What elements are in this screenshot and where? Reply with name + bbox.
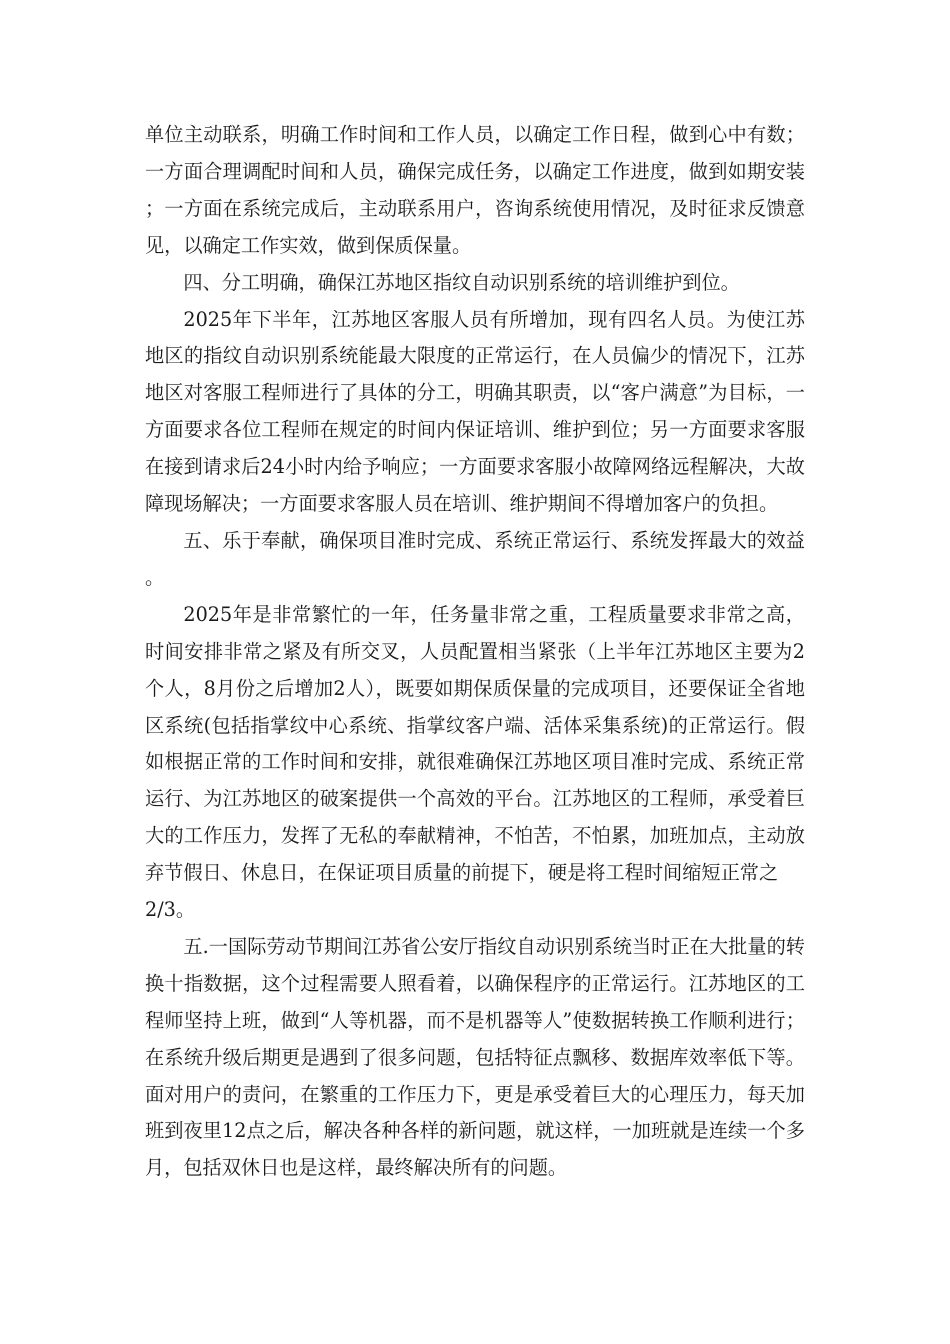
paragraph-1: 单位主动联系，明确工作时间和工作人员，以确定工作日程，做到心中有数；一方面合理调配时间和人员，确保完成任务，以确定工作进度，做到如期安装；一方面在系统完成后，主动联系用户，咨询系统使用情况，及时征求反馈意见，以确定工作实效，做到保质保量。 <box>145 123 805 257</box>
section-heading-5: 五、乐于奉献，确保项目准时完成、系统正常运行、系统发挥最大的效益。 <box>145 528 805 589</box>
section-heading-4: 四、分工明确，确保江苏地区指纹自动识别系统的培训维护到位。 <box>183 270 740 294</box>
paragraph-2: 2025年下半年，江苏地区客服人员有所增加，现有四名人员。为使江苏地区的指纹自动识别系统能最大限度的正常运行，在人员偏少的情况下，江苏地区对客服工程师进行了具体的分工，明确其职责，以“客户满意”为目标，一方面要求各位工程师在规定的时间内保证培训、维护到位；另一方面要求客服在接到请求后24小时内给予响应；一方面要求客服小故障网络远程解决，大故障现场解决；一方面要求客服人员在培训、维护期间不得增加客户的负担。 <box>145 307 805 516</box>
paragraph-3: 2025年是非常繁忙的一年，任务量非常之重，工程质量要求非常之高，时间安排非常之紧及有所交叉，人员配置相当紧张（上半年江苏地区主要为2个人，8月份之后增加2人），既要如期保质保量的完成项目，还要保证全省地区系统(包括指掌纹中心系统、指掌纹客户端、活体采集系统)的正常运行。假如根据正常的工作时间和安排，就很难确保江苏地区项目准时完成、系统正常运行、为江苏地区的破案提供一个高效的平台。江苏地区的工程师，承受着巨大的工作压力，发挥了无私的奉献精神，不怕苦，不怕累，加班加点，主动放弃节假日、休息日，在保证项目质量的前提下，硬是将工程时间缩短正常之 <box>145 602 805 885</box>
document-body <box>145 117 805 1187</box>
paragraph-4: 五.一国际劳动节期间江苏省公安厅指纹自动识别系统当时正在大批量的转换十指数据，这个过程需要人照看着，以确保程序的正常运行。江苏地区的工程师坚持上班，做到“人等机器，而不是机器等人”使数据转换工作顺利进行；在系统升级后期更是遇到了很多问题，包括特征点飘移、数据库效率低下等。面对用户的责问，在繁重的工作压力下，更是承受着巨大的心理压力，每天加班到夜里12点之后，解决各种各样的新问题，就这样，一加班就是连续一个多月，包括双休日也是这样，最终解决所有的问题。 <box>145 934 805 1180</box>
paragraph-3-tail: 2/3。 <box>145 898 196 922</box>
